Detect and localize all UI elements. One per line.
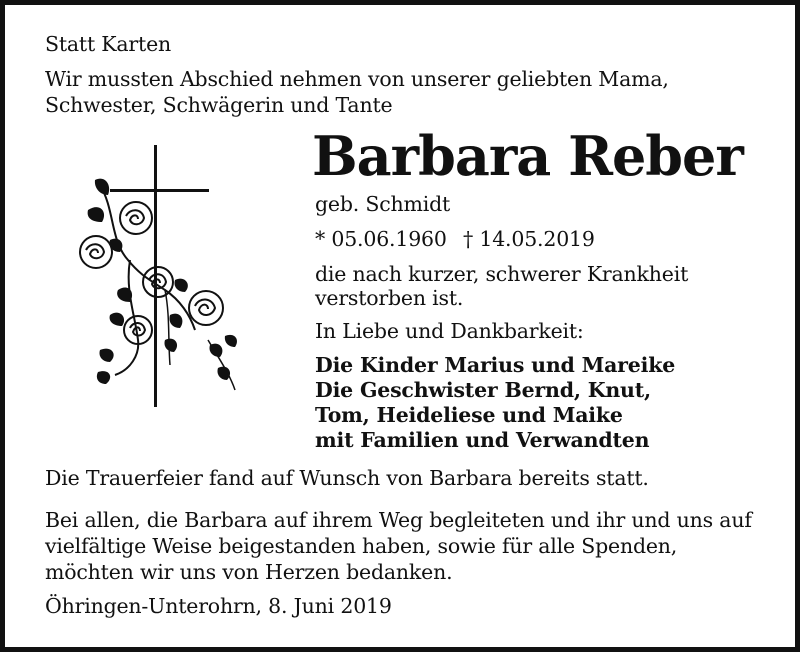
mourners-intro: In Liebe und Dankbarkeit: — [315, 319, 584, 343]
mourners-line: Die Kinder Marius und Mareike — [315, 353, 676, 377]
funeral-note: Die Trauerfeier fand auf Wunsch von Barbara bereits statt. — [45, 466, 649, 490]
thanks-line-1: Bei allen, die Barbara auf ihrem Weg begleiteten und ihr und uns auf — [45, 508, 752, 532]
birth-date: * 05.06.1960 — [315, 227, 447, 251]
death-note-line-2: verstorben ist. — [315, 286, 464, 310]
mourners-line: mit Familien und Verwandten — [315, 428, 650, 452]
mourners-line: Tom, Heideliese und Maike — [315, 403, 623, 427]
mourners-line: Die Geschwister Bernd, Knut, — [315, 378, 651, 402]
intro-line-1: Wir mussten Abschied nehmen von unserer geliebten Mama, — [45, 67, 669, 91]
intro-line-2: Schwester, Schwägerin und Tante — [45, 93, 393, 117]
cross-with-roses-icon — [70, 140, 250, 410]
death-note-line-1: die nach kurzer, schwerer Krankheit — [315, 262, 689, 286]
birth-name: geb. Schmidt — [315, 192, 451, 216]
death-date: † 14.05.2019 — [463, 227, 595, 251]
place-date: Öhringen-Unterohrn, 8. Juni 2019 — [45, 594, 392, 618]
statt-karten-label: Statt Karten — [45, 32, 172, 56]
deceased-name: Barbara Reber — [312, 124, 743, 188]
thanks-line-2: vielfältige Weise beigestanden haben, sowie für alle Spenden, — [45, 534, 678, 558]
thanks-line-3: möchten wir uns von Herzen bedanken. — [45, 560, 453, 584]
